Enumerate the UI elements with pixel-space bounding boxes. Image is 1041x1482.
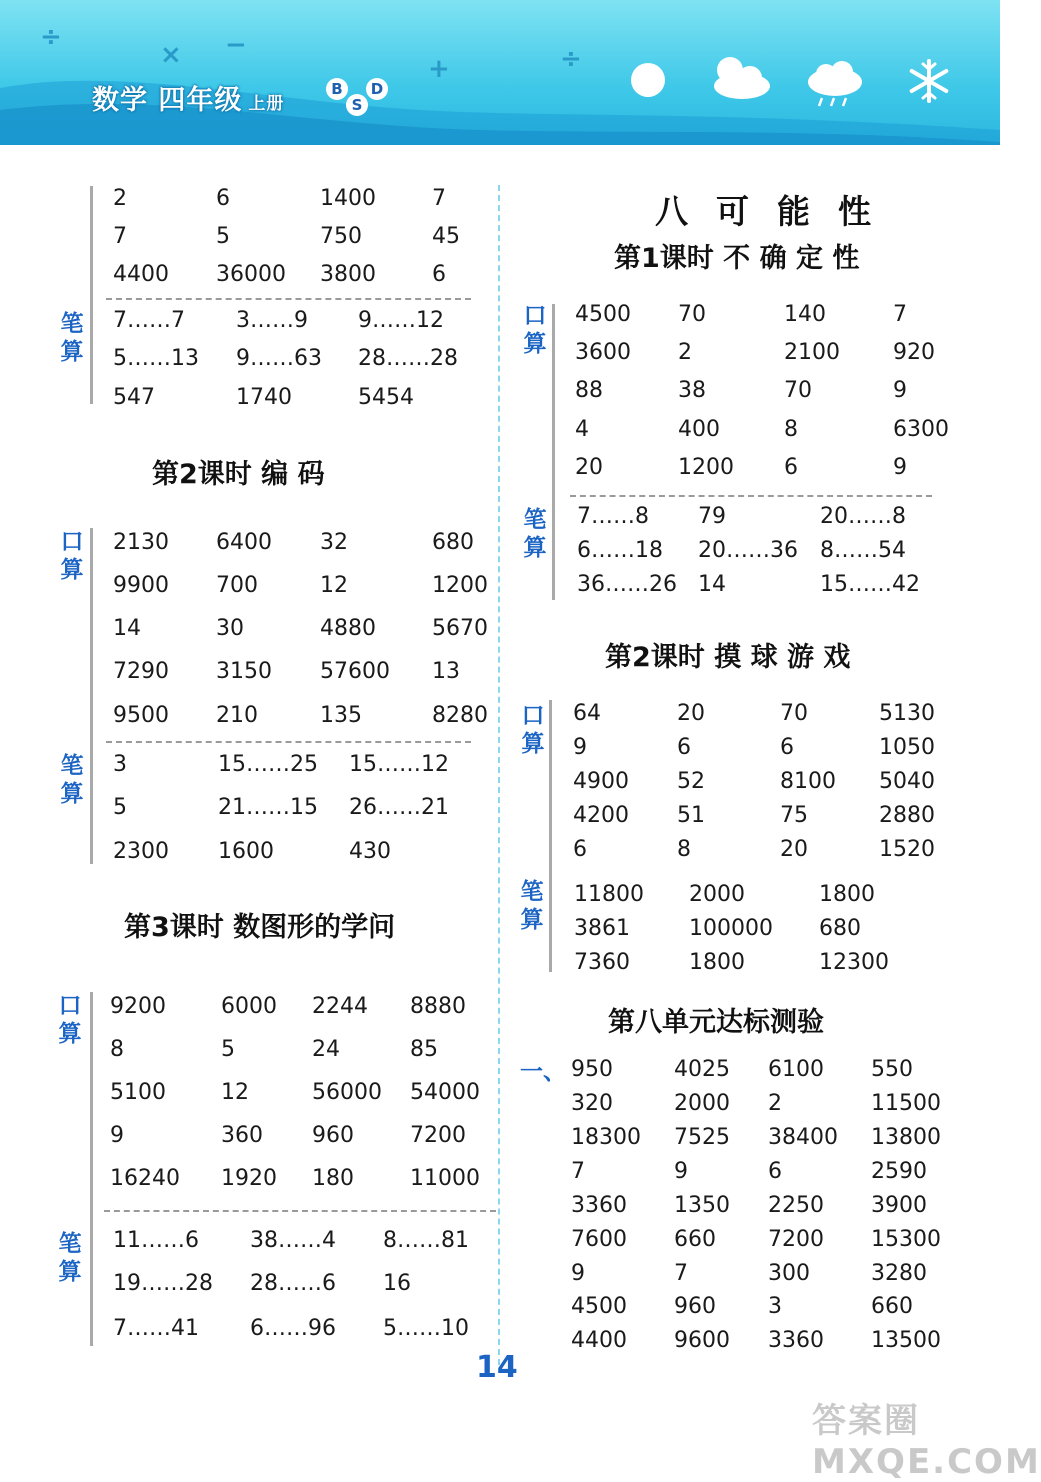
r-lesson1-oral-cell: 140 — [784, 302, 826, 327]
lesson3-oral-cell: 360 — [221, 1123, 263, 1148]
test-cell: 11500 — [871, 1091, 941, 1116]
r-lesson2-oral-cell: 6 — [780, 735, 794, 760]
block0-cell: 45 — [432, 224, 460, 249]
r-lesson1-written-cell: 15……42 — [820, 572, 920, 597]
r-lesson1-written-cell: 20……36 — [698, 538, 798, 563]
lesson2-written-cell: 2300 — [113, 839, 169, 864]
block0-cell: 7 — [432, 186, 446, 211]
r-lesson2-oral-cell: 4900 — [573, 769, 629, 794]
r-lesson2-oral-cell: 64 — [573, 701, 601, 726]
lesson3-oral-cell: 9200 — [110, 994, 166, 1019]
r-lesson1-written-cell: 79 — [698, 504, 726, 529]
r-lesson2-oral-cell: 5040 — [879, 769, 935, 794]
lesson2-oral-cell: 210 — [216, 703, 258, 728]
lesson2-oral-cell: 5670 — [432, 616, 488, 641]
test-part-label: 一、 — [520, 1059, 566, 1085]
test-cell: 950 — [571, 1057, 613, 1082]
lesson3-title: 第3课时 数图形的学问 — [124, 912, 396, 943]
r-lesson2-oral-cell: 70 — [780, 701, 808, 726]
lesson2-title: 第2课时 编 码 — [152, 459, 325, 490]
lesson3-written-cell: 11……6 — [113, 1228, 199, 1253]
r-lesson1-written-cell: 8……54 — [820, 538, 906, 563]
lesson2-oral-cell: 8280 — [432, 703, 488, 728]
block0-written-cell: 3……9 — [236, 308, 308, 333]
test-cell: 660 — [871, 1294, 913, 1319]
r-lesson2-oral-cell: 52 — [677, 769, 705, 794]
r-lesson1-title: 第1课时 不 确 定 性 — [614, 243, 860, 274]
lesson3-oral-cell: 180 — [312, 1166, 354, 1191]
test-cell: 9 — [674, 1159, 688, 1184]
lesson3-oral-cell: 9 — [110, 1123, 124, 1148]
lesson3-oral-cell: 56000 — [312, 1080, 382, 1105]
test-cell: 2590 — [871, 1159, 927, 1184]
test-cell: 2000 — [674, 1091, 730, 1116]
lesson2-divider — [106, 741, 471, 743]
test-cell: 4025 — [674, 1057, 730, 1082]
block0-written-cell: 547 — [113, 385, 155, 410]
sun-icon — [628, 60, 668, 100]
test-cell: 1350 — [674, 1193, 730, 1218]
r-lesson2-written-cell: 7360 — [574, 950, 630, 975]
r-lesson1-written-cell: 14 — [698, 572, 726, 597]
lesson2-oral-cell: 6400 — [216, 530, 272, 555]
lesson2-written-cell: 15……25 — [218, 752, 318, 777]
r-lesson2-oral-cell: 6 — [677, 735, 691, 760]
block0-cell: 3800 — [320, 262, 376, 287]
block0-cell: 1400 — [320, 186, 376, 211]
r-lesson2-oral-cell: 5130 — [879, 701, 935, 726]
block0-written-cell: 9……12 — [358, 308, 444, 333]
lesson3-written-cell: 7……41 — [113, 1316, 199, 1341]
lesson3-oral-cell: 2244 — [312, 994, 368, 1019]
block0-written-cell: 1740 — [236, 385, 292, 410]
test-cell: 960 — [674, 1294, 716, 1319]
r-lesson1-oral-label: 口算 — [523, 303, 547, 357]
block0-cell: 6 — [432, 262, 446, 287]
test-cell: 3360 — [571, 1193, 627, 1218]
block0-written-cell: 5454 — [358, 385, 414, 410]
multiply-symbol-icon: × — [160, 40, 182, 70]
r-lesson1-oral-cell: 7 — [893, 302, 907, 327]
r-lesson1-oral-cell: 9 — [893, 455, 907, 480]
lesson2-rail — [90, 528, 93, 864]
lesson2-written-cell: 5 — [113, 795, 127, 820]
test-cell: 300 — [768, 1261, 810, 1286]
unit-test-title: 第八单元达标测验 — [608, 1007, 824, 1038]
lesson2-oral-cell: 4880 — [320, 616, 376, 641]
r-lesson1-oral-cell: 6 — [784, 455, 798, 480]
r-lesson2-written-label: 笔算 — [520, 879, 544, 933]
r-lesson1-written-label: 笔算 — [523, 507, 547, 561]
column-divider — [498, 185, 500, 1365]
lesson3-oral-cell: 7200 — [410, 1123, 466, 1148]
r-lesson1-written-cell: 7……8 — [577, 504, 649, 529]
block0-written-cell: 7……7 — [113, 308, 185, 333]
subject-volume: 上册 — [248, 94, 285, 114]
header-banner — [0, 0, 1000, 145]
lesson3-oral-cell: 1920 — [221, 1166, 277, 1191]
edition-letter-b: B — [326, 78, 348, 100]
test-cell: 13800 — [871, 1125, 941, 1150]
r-lesson2-written-cell: 11800 — [574, 882, 644, 907]
lesson2-oral-cell: 9500 — [113, 703, 169, 728]
lesson3-written-label: 笔算 — [58, 1231, 82, 1285]
watermark: 答案圈 MXQE.COM — [812, 1401, 1041, 1482]
r-lesson1-oral-cell: 20 — [575, 455, 603, 480]
minus-symbol-icon: − — [225, 30, 247, 60]
lesson2-written-cell: 21……15 — [218, 795, 318, 820]
r-lesson2-oral-cell: 8 — [677, 837, 691, 862]
test-cell: 2250 — [768, 1193, 824, 1218]
r-lesson1-oral-cell: 8 — [784, 417, 798, 442]
r-lesson1-divider — [570, 495, 932, 497]
r-lesson2-oral-cell: 6 — [573, 837, 587, 862]
r-lesson2-oral-cell: 1050 — [879, 735, 935, 760]
lesson3-oral-cell: 5100 — [110, 1080, 166, 1105]
r-lesson2-oral-cell: 51 — [677, 803, 705, 828]
test-cell: 9600 — [674, 1328, 730, 1353]
lesson2-written-label: 笔算 — [60, 753, 84, 807]
r-lesson2-oral-cell: 2880 — [879, 803, 935, 828]
test-cell: 3360 — [768, 1328, 824, 1353]
lesson3-oral-cell: 6000 — [221, 994, 277, 1019]
test-cell: 38400 — [768, 1125, 838, 1150]
r-lesson2-written-cell: 100000 — [689, 916, 773, 941]
lesson2-oral-cell: 13 — [432, 659, 460, 684]
test-cell: 9 — [571, 1261, 585, 1286]
r-lesson1-oral-cell: 9 — [893, 378, 907, 403]
block0-written-cell: 28……28 — [358, 346, 458, 371]
lesson2-oral-cell: 135 — [320, 703, 362, 728]
lesson2-written-cell: 26……21 — [349, 795, 449, 820]
r-lesson2-oral-cell: 75 — [780, 803, 808, 828]
block0-cell: 750 — [320, 224, 362, 249]
block0-written-cell: 9……63 — [236, 346, 322, 371]
lesson3-oral-cell: 11000 — [410, 1166, 480, 1191]
lesson2-oral-cell: 680 — [432, 530, 474, 555]
test-cell: 15300 — [871, 1227, 941, 1252]
r-lesson1-oral-cell: 1200 — [678, 455, 734, 480]
lesson2-oral-cell: 14 — [113, 616, 141, 641]
r-lesson2-oral-cell: 1520 — [879, 837, 935, 862]
r-lesson2-written-cell: 1800 — [819, 882, 875, 907]
test-cell: 6100 — [768, 1057, 824, 1082]
lesson2-oral-cell: 57600 — [320, 659, 390, 684]
r-lesson2-oral-cell: 20 — [677, 701, 705, 726]
lesson3-oral-cell: 960 — [312, 1123, 354, 1148]
test-cell: 660 — [674, 1227, 716, 1252]
r-lesson2-oral-cell: 20 — [780, 837, 808, 862]
r-lesson1-oral-cell: 920 — [893, 340, 935, 365]
block0-written-cell: 5……13 — [113, 346, 199, 371]
r-lesson1-oral-cell: 70 — [678, 302, 706, 327]
r-lesson1-written-cell: 6……18 — [577, 538, 663, 563]
test-cell: 3 — [768, 1294, 782, 1319]
lesson3-oral-cell: 5 — [221, 1037, 235, 1062]
snowflake-icon — [906, 58, 952, 104]
divide-symbol-icon: ÷ — [40, 22, 62, 52]
r-lesson2-oral-label: 口算 — [521, 703, 545, 757]
lesson3-written-cell: 6……96 — [250, 1316, 336, 1341]
r-lesson2-oral-cell: 9 — [573, 735, 587, 760]
lesson3-rail — [90, 992, 93, 1346]
test-cell: 3900 — [871, 1193, 927, 1218]
block0-rail — [90, 186, 93, 404]
lesson3-oral-cell: 16240 — [110, 1166, 180, 1191]
test-cell: 7600 — [571, 1227, 627, 1252]
lesson2-oral-cell: 1200 — [432, 573, 488, 598]
test-cell: 7525 — [674, 1125, 730, 1150]
r-lesson1-oral-cell: 4 — [575, 417, 589, 442]
subject-grade: 数学 四年级 — [92, 85, 243, 116]
chapter-title: 八可能性 — [655, 192, 899, 231]
r-lesson1-written-cell: 36……26 — [577, 572, 677, 597]
edition-letter-d: D — [366, 78, 388, 100]
lesson2-oral-cell: 2130 — [113, 530, 169, 555]
block0-cell: 7 — [113, 224, 127, 249]
r-lesson1-oral-cell: 4500 — [575, 302, 631, 327]
test-cell: 3280 — [871, 1261, 927, 1286]
block0-cell: 6 — [216, 186, 230, 211]
lesson3-oral-cell: 24 — [312, 1037, 340, 1062]
r-lesson2-oral-cell: 4200 — [573, 803, 629, 828]
r-lesson1-oral-cell: 88 — [575, 378, 603, 403]
test-cell: 4500 — [571, 1294, 627, 1319]
divide-symbol-icon-2: ÷ — [560, 44, 582, 74]
lesson2-written-cell: 3 — [113, 752, 127, 777]
r-lesson2-written-cell: 1800 — [689, 950, 745, 975]
rain-cloud-icon — [804, 60, 866, 110]
lesson3-oral-cell: 85 — [410, 1037, 438, 1062]
r-lesson2-rail — [549, 700, 552, 972]
test-cell: 550 — [871, 1057, 913, 1082]
test-cell: 320 — [571, 1091, 613, 1116]
test-cell: 7 — [674, 1261, 688, 1286]
lesson3-oral-cell: 8 — [110, 1037, 124, 1062]
lesson3-written-cell: 28……6 — [250, 1271, 336, 1296]
r-lesson2-written-cell: 680 — [819, 916, 861, 941]
test-cell: 18300 — [571, 1125, 641, 1150]
block0-divider — [106, 298, 471, 300]
lesson3-written-cell: 16 — [383, 1271, 411, 1296]
block0-written-label: 笔算 — [60, 311, 84, 365]
page-number: 14 — [476, 1350, 518, 1385]
r-lesson2-written-cell: 3861 — [574, 916, 630, 941]
lesson3-oral-cell: 12 — [221, 1080, 249, 1105]
lesson2-oral-cell: 12 — [320, 573, 348, 598]
lesson2-written-cell: 430 — [349, 839, 391, 864]
lesson2-oral-cell: 3150 — [216, 659, 272, 684]
lesson3-oral-label: 口算 — [58, 993, 82, 1047]
lesson3-oral-cell: 54000 — [410, 1080, 480, 1105]
test-cell: 13500 — [871, 1328, 941, 1353]
lesson2-oral-label: 口算 — [60, 529, 84, 583]
r-lesson1-written-cell: 20……8 — [820, 504, 906, 529]
r-lesson1-oral-cell: 2100 — [784, 340, 840, 365]
lesson3-divider — [104, 1210, 496, 1212]
lesson3-written-cell: 19……28 — [113, 1271, 213, 1296]
r-lesson2-oral-cell: 8100 — [780, 769, 836, 794]
lesson2-oral-cell: 32 — [320, 530, 348, 555]
test-cell: 6 — [768, 1159, 782, 1184]
lesson3-written-cell: 38……4 — [250, 1228, 336, 1253]
lesson2-oral-cell: 700 — [216, 573, 258, 598]
block0-cell: 2 — [113, 186, 127, 211]
sun-cloud-icon — [706, 52, 772, 102]
lesson3-written-cell: 5……10 — [383, 1316, 469, 1341]
lesson2-oral-cell: 7290 — [113, 659, 169, 684]
block0-cell: 4400 — [113, 262, 169, 287]
lesson2-written-cell: 15……12 — [349, 752, 449, 777]
r-lesson1-oral-cell: 70 — [784, 378, 812, 403]
edition-letter-s: S — [346, 94, 368, 116]
lesson3-oral-cell: 8880 — [410, 994, 466, 1019]
r-lesson1-oral-cell: 2 — [678, 340, 692, 365]
plus-symbol-icon: + — [428, 54, 450, 84]
lesson2-oral-cell: 9900 — [113, 573, 169, 598]
r-lesson2-written-cell: 2000 — [689, 882, 745, 907]
r-lesson1-oral-cell: 3600 — [575, 340, 631, 365]
test-cell: 7 — [571, 1159, 585, 1184]
test-cell: 7200 — [768, 1227, 824, 1252]
r-lesson1-rail — [552, 304, 555, 600]
r-lesson2-title: 第2课时 摸 球 游 戏 — [605, 642, 851, 673]
lesson2-written-cell: 1600 — [218, 839, 274, 864]
block0-cell: 36000 — [216, 262, 286, 287]
r-lesson1-oral-cell: 400 — [678, 417, 720, 442]
block0-cell: 5 — [216, 224, 230, 249]
r-lesson2-written-cell: 12300 — [819, 950, 889, 975]
lesson2-oral-cell: 30 — [216, 616, 244, 641]
test-cell: 2 — [768, 1091, 782, 1116]
subject-title — [92, 78, 284, 117]
r-lesson1-oral-cell: 38 — [678, 378, 706, 403]
test-cell: 4400 — [571, 1328, 627, 1353]
lesson3-written-cell: 8……81 — [383, 1228, 469, 1253]
r-lesson1-oral-cell: 6300 — [893, 417, 949, 442]
